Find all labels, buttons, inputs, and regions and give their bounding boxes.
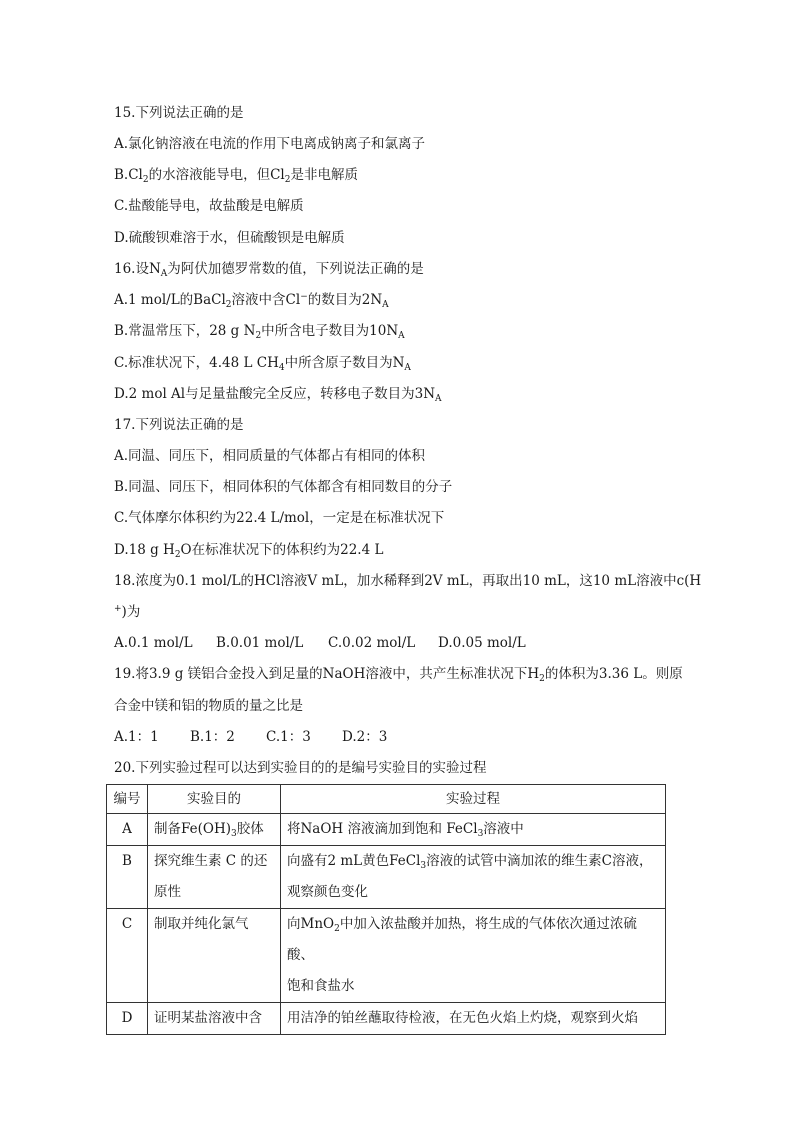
row-b-process: 向盛有2 mL黄色FeCl$_3$溶液的试管中滴加浓的维生素C溶液， 观察颜色变化 — [281, 846, 666, 909]
q17-option-a: A.同温、同压下，相同质量的气体都占有相同的体积 — [114, 448, 426, 464]
row-d-process: 用洁净的铂丝蘸取待检液，在无色火焰上灼烧，观察到火焰 — [281, 1003, 666, 1035]
q18-stem-line2: +)为 — [114, 604, 141, 620]
row-d-goal: 证明某盐溶液中含 — [148, 1003, 281, 1035]
q18-option-a: A.0.1 mol/L — [114, 635, 193, 651]
table-row — [107, 814, 666, 846]
q17-option-d: D.18 g $H_2O$在标准状况下的体积约为22.4 L — [114, 542, 384, 560]
q19-stem-line2: 合金中镁和铝的物质的量之比是 — [114, 698, 303, 714]
q20-experiment-table — [106, 784, 666, 1035]
q18-option-c: C.0.02 mol/L — [328, 635, 416, 651]
row-a-process: 将NaOH 溶液滴加到饱和 FeCl$_3$溶液中 — [281, 814, 666, 846]
q16-option-c: C.标准状况下，4.48 L $CH_4$中所含原子数目为$N_A$ — [114, 355, 411, 373]
header-id: 编号 — [107, 785, 148, 814]
q19-option-b: B.1：2 — [190, 729, 235, 745]
q15-stem: 15.下列说法正确的是 — [114, 105, 244, 121]
q15-option-a: A.氯化钠溶液在电流的作用下电离成钠离子和氯离子 — [114, 136, 426, 152]
row-d-id: D — [107, 1003, 148, 1035]
row-b-id: B — [107, 846, 148, 909]
q17-option-c: C.气体摩尔体积约为22.4 L/mol，一定是在标准状况下 — [114, 510, 445, 526]
table-row — [107, 909, 666, 1003]
row-a-goal: 制备$Fe(OH)_3$胶体 — [148, 814, 281, 846]
table-header-row — [107, 785, 666, 814]
q16-option-b: B.常温常压下，28 g $N_2$中所含电子数目为$10N_A$ — [114, 323, 405, 341]
row-b-goal: 探究维生素 C 的还 原性 — [148, 846, 281, 909]
q18-stem-line1: 18.浓度为0.1 mol/L的HCl溶液V mL，加水稀释到2V mL，再取出10 mL，这10 mL溶液中c(H — [114, 573, 702, 589]
q19-option-c: C.1：3 — [266, 729, 311, 745]
q16-option-d: D.2 mol Al与足量盐酸完全反应，转移电子数目为$3N_A$ — [114, 386, 442, 404]
row-c-id: C — [107, 909, 148, 1003]
q16-stem: 16.设$N_A$为阿伏加德罗常数的值，下列说法正确的是 — [114, 261, 424, 279]
q17-stem: 17.下列说法正确的是 — [114, 417, 244, 433]
q15-option-d: D.硫酸钡难溶于水，但硫酸钡是电解质 — [114, 230, 345, 246]
row-c-goal: 制取并纯化氯气 — [148, 909, 281, 1003]
q17-option-b: B.同温、同压下，相同体积的气体都含有相同数目的分子 — [114, 479, 453, 495]
q16-option-a: A.1 mol/L的BaCl$_2$溶液中含Cl−的数目为$2N_A$ — [114, 292, 389, 310]
row-c-process: 向MnO$_2$中加入浓盐酸并加热，将生成的气体依次通过浓硫酸、 饱和食盐水 — [281, 909, 666, 1003]
q19-option-a: A.1：1 — [114, 729, 159, 745]
q20-stem: 20.下列实验过程可以达到实验目的的是编号实验目的实验过程 — [114, 760, 487, 776]
header-process: 实验过程 — [281, 785, 666, 814]
q19-stem-line1: 19.将3.9 g 镁铝合金投入到足量的NaOH溶液中，共产生标准状况下$H_2$的体积为3.36 L。则原 — [114, 666, 683, 684]
table-row — [107, 846, 666, 909]
row-a-id: A — [107, 814, 148, 846]
q18-option-d: D.0.05 mol/L — [438, 635, 526, 651]
q15-option-c: C.盐酸能导电，故盐酸是电解质 — [114, 198, 304, 214]
q19-option-d: D.2：3 — [342, 729, 388, 745]
table-row — [107, 1003, 666, 1035]
q18-option-b: B.0.01 mol/L — [216, 635, 304, 651]
q15-option-b: $B.Cl_2$的水溶液能导电，但$Cl_2$是非电解质 — [114, 167, 358, 185]
header-goal: 实验目的 — [148, 785, 281, 814]
